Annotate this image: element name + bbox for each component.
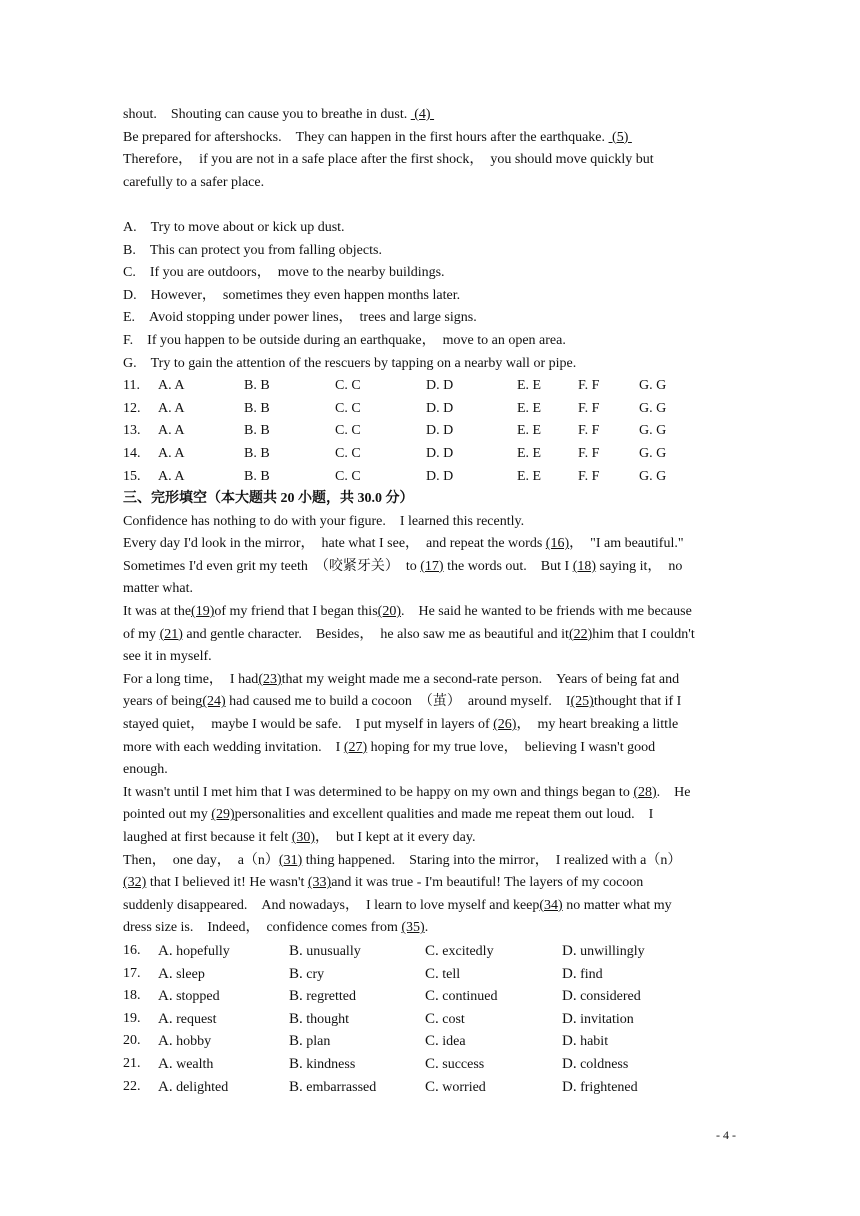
option-item: E. Avoid stopping under power lines， trees and large signs. (123, 310, 477, 326)
choice-text: unwillingly (580, 943, 645, 959)
answer-choice: A. A (158, 378, 185, 394)
answer-choice: D. D (426, 400, 454, 416)
blank-marker: (18) (572, 558, 597, 574)
choice-letter: C. (425, 1010, 439, 1027)
answer-choice (158, 1076, 228, 1100)
choice-text: continued (442, 989, 498, 1005)
answer-choice: A. A (158, 445, 185, 461)
answer-choice: B. B (244, 378, 270, 394)
blank-marker: (32) (123, 875, 147, 891)
question-row (123, 940, 743, 963)
choice-letter: D. (562, 1033, 577, 1050)
answer-choice: F. F (578, 468, 600, 484)
choice-text: tell (442, 966, 461, 982)
choice-letter: A. (158, 988, 173, 1005)
answer-row (123, 420, 743, 443)
answer-choice (562, 963, 603, 987)
choice-letter: D. (562, 942, 577, 959)
choice-letter: C. (425, 1078, 439, 1095)
choice-text: considered (580, 989, 641, 1005)
choice-letter: A. (158, 1055, 173, 1072)
answer-row (123, 375, 743, 398)
answer-choice: G. G (639, 423, 667, 439)
cloze-text: dress size is. Indeed， confidence comes from (123, 920, 402, 936)
answer-choice: F. F (578, 423, 600, 439)
reading-line (123, 149, 743, 172)
cloze-line (123, 533, 743, 556)
cloze-text: had caused me to build a cocoon （茧） around myself. I (225, 694, 571, 710)
cloze-text: enough. (123, 762, 168, 778)
answer-choice: D. D (426, 468, 454, 484)
choice-letter: D. (562, 965, 577, 982)
cloze-text: personalities and excellent qualities and made me repeat them out loud. I (234, 807, 654, 823)
answer-choice (158, 1053, 213, 1077)
cloze-text: . (424, 920, 429, 936)
choice-letter: C. (425, 965, 439, 982)
choice-letter: D. (562, 1010, 577, 1027)
cloze-line (123, 511, 743, 534)
blank-marker: (16) (545, 536, 570, 552)
blank-marker: (34) (539, 897, 563, 913)
cloze-line (123, 872, 743, 895)
answer-choice (289, 1076, 376, 1100)
cloze-text: that my weight made me a second-rate person. Years of being fat and (281, 671, 680, 687)
choice-letter: A. (158, 942, 173, 959)
answer-choice: B. B (244, 400, 270, 416)
choice-text: success (442, 1056, 485, 1072)
choice-letter: B. (289, 942, 303, 959)
answer-choice: E. E (517, 378, 542, 394)
choice-text: delighted (176, 1079, 229, 1095)
cloze-text: Every day I'd look in the mirror， hate what I see， and repeat the words (123, 536, 546, 552)
cloze-text: Sometimes I'd even grit my teeth （咬紧牙关） to (123, 558, 421, 574)
answer-choice: G. G (639, 468, 667, 484)
answer-choices-11-15 (123, 375, 743, 488)
choice-text: excitedly (442, 943, 494, 959)
cloze-line (123, 895, 743, 918)
reading-text: carefully to a safer place. (123, 174, 265, 190)
answer-choice (425, 940, 494, 964)
choice-text: stopped (176, 989, 220, 1005)
question-number: 19. (123, 1010, 141, 1026)
cloze-line (123, 601, 743, 624)
cloze-text: the words out. But I (443, 558, 573, 574)
cloze-text: more with each wedding invitation. I (123, 739, 344, 755)
choice-letter: A. (158, 1033, 173, 1050)
answer-choice (289, 1053, 355, 1077)
blank-marker: (24) (202, 694, 226, 710)
cloze-line (123, 850, 743, 873)
answer-choice (425, 985, 497, 1009)
choice-letter: A. (158, 1078, 173, 1095)
cloze-text: of my (123, 626, 160, 642)
cloze-line (123, 737, 743, 760)
answer-choice (425, 1053, 484, 1077)
reading-text: shout. Shouting can cause you to breathe in dust. (123, 107, 408, 122)
answer-choice (425, 1030, 466, 1054)
option-item: F. If you happen to be outside during an earthquake， move to an open area. (123, 332, 566, 348)
cloze-text: . He (656, 784, 691, 800)
choice-text: thought (306, 1011, 350, 1027)
cloze-text: him that I couldn't (592, 626, 695, 642)
choice-letter: C. (425, 1055, 439, 1072)
answer-choice (425, 1008, 465, 1032)
cloze-text: thought that if I (593, 694, 682, 710)
blank-marker: (33) (307, 875, 332, 891)
option-item: B. This can protect you from falling objects. (123, 242, 382, 258)
answer-choice: B. B (244, 468, 270, 484)
answer-row (123, 443, 743, 466)
cloze-line (123, 804, 743, 827)
answer-choice: E. E (517, 400, 542, 416)
choice-letter: B. (289, 1078, 303, 1095)
page-number: - 4 - (716, 1128, 736, 1142)
question-number: 15. (123, 468, 141, 484)
cloze-text: that I believed it! He wasn't (146, 875, 308, 891)
option-item: G. Try to gain the attention of the rescuers by tapping on a nearby wall or pipe. (123, 355, 577, 371)
blank-marker: (5) (608, 129, 632, 145)
question-number: 18. (123, 988, 141, 1004)
blank-marker: (29) (211, 807, 235, 823)
answer-choice: G. G (639, 400, 667, 416)
answer-choice (425, 1076, 486, 1100)
answer-choice: C. C (335, 423, 361, 439)
cloze-passage (123, 511, 743, 940)
option-item: C. If you are outdoors， move to the nearby buildings. (123, 265, 445, 281)
blank-marker: (4) (410, 107, 435, 122)
question-row (123, 985, 743, 1008)
question-row (123, 963, 743, 986)
answer-choice: F. F (578, 445, 600, 461)
answer-choice (289, 963, 324, 987)
answer-choice: A. A (158, 423, 185, 439)
question-row (123, 1030, 743, 1053)
cloze-text: saying it， no (596, 558, 683, 574)
cloze-text: It wasn't until I met him that I was determined to be happy on my own and things began to (123, 784, 634, 800)
reading-passage (123, 104, 743, 194)
answer-choice: A. A (158, 468, 185, 484)
choice-letter: B. (289, 1055, 303, 1072)
choice-letter: B. (289, 965, 303, 982)
cloze-text: of my friend that I began this (214, 604, 378, 620)
cloze-line (123, 917, 743, 940)
cloze-line (123, 646, 743, 669)
cloze-text: thing happened. Staring into the mirror， I realized with a（n） (302, 852, 682, 868)
answer-choice: G. G (639, 445, 667, 461)
blank-marker: (20) (377, 604, 401, 620)
cloze-text: see it in myself. (123, 649, 212, 665)
cloze-heading: 三、完形填空（本大题共 20 小题，共 30.0 分） (123, 491, 414, 507)
choice-text: wealth (176, 1056, 214, 1072)
cloze-line (123, 669, 743, 692)
answer-choice: D. D (426, 378, 454, 394)
question-row (123, 1076, 743, 1099)
choice-text: invitation (580, 1011, 634, 1027)
answer-choice: F. F (578, 400, 600, 416)
answer-choice: C. C (335, 468, 361, 484)
choice-text: sleep (176, 966, 205, 982)
cloze-line (123, 782, 743, 805)
answer-row (123, 466, 743, 489)
reading-line (123, 127, 743, 150)
cloze-text: ， my heart breaking a little (516, 717, 679, 733)
choice-letter: C. (425, 988, 439, 1005)
cloze-text: For a long time， I had (123, 671, 259, 687)
cloze-text: hoping for my true love， believing I wasn't good (367, 739, 656, 755)
answer-choice (289, 940, 361, 964)
question-number: 17. (123, 965, 141, 981)
blank-marker: (22) (568, 626, 593, 642)
blank-marker: (35) (401, 920, 425, 936)
question-number: 22. (123, 1078, 141, 1094)
blank-marker: (21) (159, 626, 183, 642)
choice-text: cry (306, 966, 325, 982)
answer-choice (158, 1030, 211, 1054)
answer-row (123, 398, 743, 421)
answer-choice: B. B (244, 423, 270, 439)
question-row (123, 1053, 743, 1076)
answer-choice: C. C (335, 445, 361, 461)
answer-choice (562, 1053, 628, 1077)
question-number: 11. (123, 378, 140, 394)
answer-choice: G. G (639, 378, 667, 394)
choice-letter: B. (289, 1033, 303, 1050)
answer-choice (158, 963, 205, 987)
choice-letter: D. (562, 1078, 577, 1095)
cloze-line (123, 578, 743, 601)
choice-text: kindness (306, 1056, 356, 1072)
cloze-line (123, 624, 743, 647)
question-number: 16. (123, 942, 141, 958)
blank-marker: (25) (570, 694, 594, 710)
choice-letter: A. (158, 1010, 173, 1027)
cloze-line (123, 827, 743, 850)
blank-marker: (28) (633, 784, 657, 800)
answer-choice: C. C (335, 400, 361, 416)
answer-choice: B. B (244, 445, 270, 461)
cloze-line (123, 759, 743, 782)
answer-choice: E. E (517, 423, 542, 439)
choice-letter: D. (562, 1055, 577, 1072)
choice-text: embarrassed (306, 1079, 377, 1095)
reading-options (123, 217, 743, 375)
answer-choice (562, 1030, 608, 1054)
cloze-text: and it was true - I'm beautiful! The layers of my cocoon (331, 875, 644, 891)
cloze-text: laughed at first because it felt (123, 830, 292, 845)
cloze-text: It was at the (123, 604, 192, 620)
cloze-text: stayed quiet， maybe I would be safe. I put myself in layers of (123, 717, 494, 733)
cloze-line (123, 691, 743, 714)
question-number: 14. (123, 445, 141, 461)
choice-text: coldness (580, 1056, 629, 1072)
cloze-text: pointed out my (123, 807, 212, 823)
cloze-text: ， "I am beautiful." (569, 536, 684, 552)
answer-choice (289, 1030, 330, 1054)
cloze-text: no matter what my (562, 897, 672, 913)
choice-text: hopefully (176, 943, 230, 959)
answer-choice: A. A (158, 400, 185, 416)
reading-line (123, 104, 743, 127)
option-item: D. However， sometimes they even happen months later. (123, 287, 461, 303)
blank-marker: (23) (258, 671, 282, 687)
cloze-questions (123, 940, 743, 1098)
answer-choice: D. D (426, 445, 454, 461)
question-row (123, 1008, 743, 1031)
blank-marker: (30) (291, 830, 316, 845)
answer-choice (562, 1008, 634, 1032)
choice-letter: C. (425, 942, 439, 959)
cloze-text: Then， one day， a（n） (123, 852, 279, 868)
cloze-line (123, 556, 743, 579)
cloze-text: matter what. (123, 581, 193, 597)
answer-choice: E. E (517, 445, 542, 461)
question-number: 21. (123, 1055, 141, 1071)
choice-text: request (176, 1011, 217, 1027)
choice-text: hobby (176, 1034, 212, 1050)
answer-choice (425, 963, 460, 987)
cloze-text: and gentle character. Besides， he also saw me as beautiful and it (182, 626, 569, 642)
choice-text: cost (442, 1011, 465, 1027)
document-page (123, 104, 743, 1098)
choice-text: habit (580, 1034, 609, 1050)
answer-choice: C. C (335, 378, 361, 394)
cloze-text: . He said he wanted to be friends with me because (400, 604, 692, 620)
question-number: 12. (123, 400, 141, 416)
answer-choice (289, 985, 356, 1009)
answer-choice: F. F (578, 378, 600, 394)
question-number: 20. (123, 1033, 141, 1049)
blank-marker: (19) (191, 604, 215, 620)
cloze-text: suddenly disappeared. And nowadays， I learn to love myself and keep (123, 897, 540, 913)
cloze-text: ， but I kept at it every day. (315, 830, 476, 845)
choice-text: find (580, 966, 603, 982)
choice-letter: D. (562, 988, 577, 1005)
question-number: 13. (123, 423, 141, 439)
cloze-text: years of being (123, 694, 203, 710)
choice-text: unusually (306, 943, 361, 959)
cloze-text: Confidence has nothing to do with your figure. I learned this recently. (123, 513, 525, 529)
choice-text: worried (442, 1079, 486, 1095)
answer-choice (562, 940, 645, 964)
choice-text: idea (442, 1034, 466, 1050)
blank-marker: (17) (420, 558, 444, 574)
answer-choice (562, 1076, 638, 1100)
answer-choice (289, 1008, 349, 1032)
choice-letter: C. (425, 1033, 439, 1050)
cloze-line (123, 714, 743, 737)
choice-letter: B. (289, 988, 303, 1005)
blank-marker: (31) (278, 852, 303, 868)
answer-choice (158, 940, 230, 964)
answer-choice: D. D (426, 423, 454, 439)
choice-letter: B. (289, 1010, 303, 1027)
reading-text: Therefore， if you are not in a safe place after the first shock， you should move quickly but (123, 152, 654, 168)
reading-text: Be prepared for aftershocks. They can happen in the first hours after the earthquake. (123, 129, 606, 145)
choice-text: plan (306, 1034, 331, 1050)
answer-choice: E. E (517, 468, 542, 484)
blank-marker: (27) (343, 739, 368, 755)
reading-line (123, 172, 743, 195)
answer-choice (562, 985, 641, 1009)
choice-letter: A. (158, 965, 173, 982)
choice-text: frightened (580, 1079, 638, 1095)
choice-text: regretted (306, 989, 357, 1005)
answer-choice (158, 1008, 217, 1032)
blank-marker: (26) (493, 717, 517, 733)
answer-choice (158, 985, 220, 1009)
option-item: A. Try to move about or kick up dust. (123, 219, 345, 235)
